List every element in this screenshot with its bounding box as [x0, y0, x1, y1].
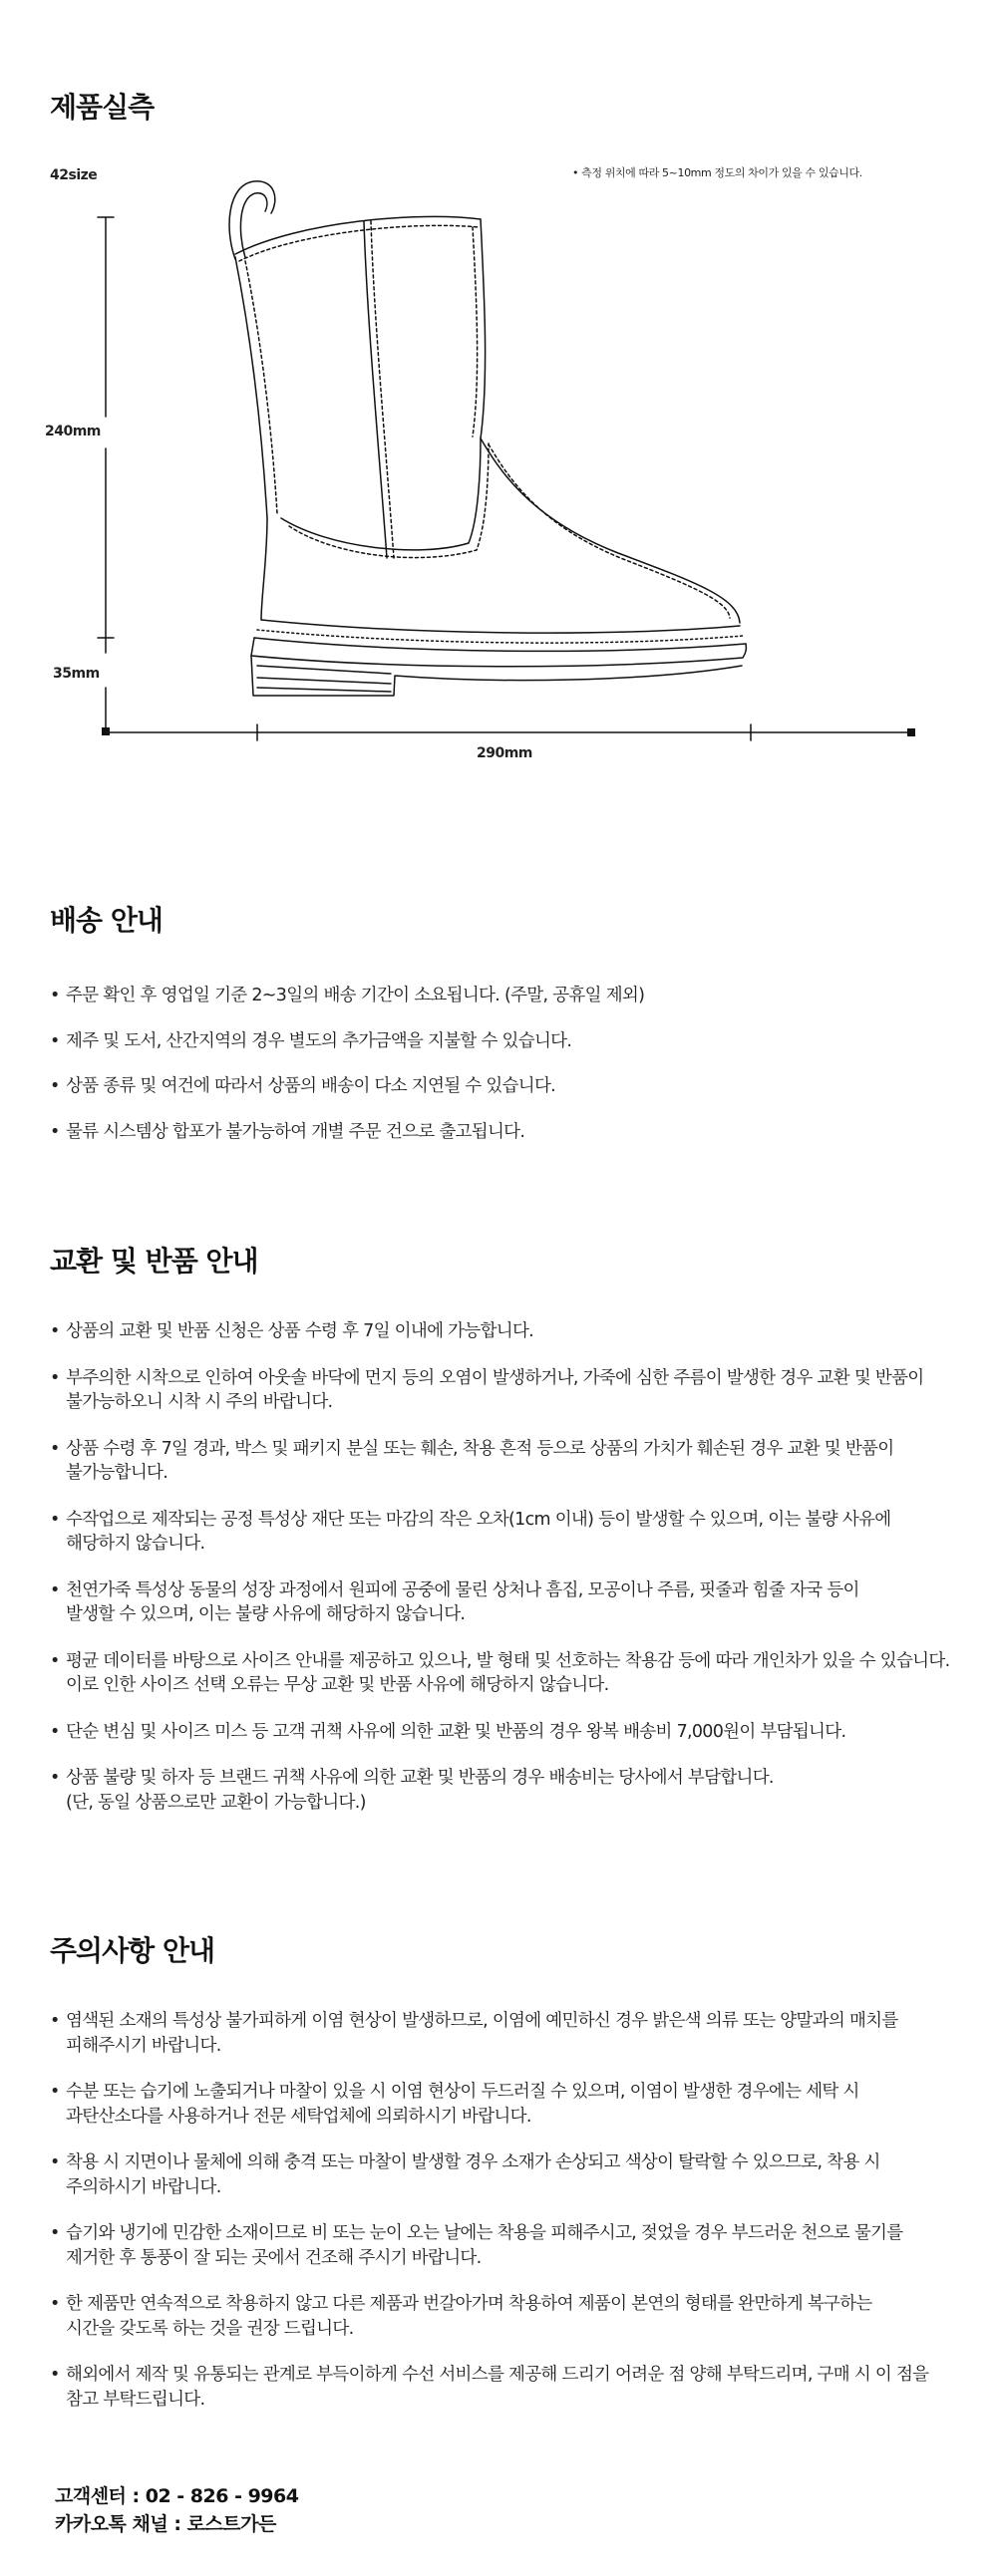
boot-illustration [0, 0, 997, 777]
list-item: • 상품 수령 후 7일 경과, 박스 및 패키지 분실 또는 훼손, 착용 흔적 등으로 상품의 가치가 훼손된 경우 교환 및 반품이 불가능합니다. [50, 1437, 967, 1486]
list-item: • 단순 변심 및 사이즈 미스 등 고객 귀책 사유에 의한 교환 및 반품의 경우 왕복 배송비 7,000원이 부담됩니다. [50, 1720, 967, 1745]
size-section-title: 제품실측 [50, 91, 155, 124]
customer-center-phone: 고객센터 : 02 - 826 - 9964 [55, 2485, 299, 2507]
size-label: 42size [50, 167, 98, 183]
list-item: • 천연가죽 특성상 동물의 성장 과정에서 원피에 공중에 물린 상처나 흠집, 모공이나 주름, 핏줄과 힘줄 자국 등이 발생할 수 있으며, 이는 불량 사유에 해당하지 않습니다. [50, 1578, 967, 1627]
length-label: 290mm [477, 745, 532, 761]
list-item: • 상품 불량 및 하자 등 브랜드 귀책 사유에 의한 교환 및 반품의 경우 배송비는 당사에서 부담합니다. (단, 동일 상품으로만 교환이 가능합니다.) [50, 1766, 967, 1815]
height-label: 240mm [45, 424, 101, 439]
list-item: • 수분 또는 습기에 노출되거나 마찰이 있을 시 이염 현상이 두드러질 수 있으며, 이염이 발생한 경우에는 세탁 시 과탄산소다를 사용하거나 전문 세탁업체에 의뢰하시기 바랍니다. [50, 2080, 967, 2129]
measurement-note: • 측정 위치에 따라 5~10mm 정도의 차이가 있을 수 있습니다. [572, 166, 862, 179]
list-item: • 수작업으로 제작되는 공정 특성상 재단 또는 마감의 작은 오차(1cm 이내) 등이 발생할 수 있으며, 이는 불량 사유에 해당하지 않습니다. [50, 1508, 967, 1557]
list-item: • 제주 및 도서, 산간지역의 경우 별도의 추가금액을 지불할 수 있습니다. [50, 1029, 967, 1054]
list-item: • 해외에서 제작 및 유통되는 관계로 부득이하게 수선 서비스를 제공해 드리기 어려운 점 양해 부탁드리며, 구매 시 이 점을 참고 부탁드립니다. [50, 2363, 967, 2412]
exchange-list [50, 1319, 967, 1815]
list-item: • 한 제품만 연속적으로 착용하지 않고 다른 제품과 번갈아가며 착용하여 제품이 본연의 형태를 완만하게 복구하는 시간을 갖도록 하는 것을 권장 드립니다. [50, 2292, 967, 2341]
vertical-dimension-line [98, 217, 114, 735]
list-item: • 평균 데이터를 바탕으로 사이즈 안내를 제공하고 있으나, 발 형태 및 선호하는 착용감 등에 따라 개인차가 있을 수 있습니다. 이로 인한 사이즈 선택 오류는 무상 교환 및 반품 사유에 해당하지 않습니다. [50, 1649, 967, 1698]
shipping-section-title: 배송 안내 [50, 904, 163, 937]
caution-section-title: 주의사항 안내 [50, 1934, 215, 1967]
list-item: • 주문 확인 후 영업일 기준 2~3일의 배송 기간이 소요됩니다. (주말, 공휴일 제외) [50, 984, 967, 1008]
list-item: • 착용 시 지면이나 물체에 의해 충격 또는 마찰이 발생할 경우 소재가 손상되고 색상이 탈락할 수 있으므로, 착용 시 주의하시기 바랍니다. [50, 2150, 967, 2199]
caution-list [50, 2009, 967, 2412]
list-item: • 상품 종류 및 여건에 따라서 상품의 배송이 다소 지연될 수 있습니다. [50, 1074, 967, 1099]
list-item: • 습기와 냉기에 민감한 소재이므로 비 또는 눈이 오는 날에는 착용을 피해주시고, 젖었을 경우 부드러운 천으로 물기를 제거한 후 통풍이 잘 되는 곳에서 건조해 주시기 바랍니다. [50, 2221, 967, 2270]
exchange-section-title: 교환 및 반품 안내 [50, 1245, 258, 1278]
list-item: • 상품의 교환 및 반품 신청은 상품 수령 후 7일 이내에 가능합니다. [50, 1319, 967, 1344]
heel-height-label: 35mm [53, 666, 100, 682]
list-item: • 염색된 소재의 특성상 불가피하게 이염 현상이 발생하므로, 이염에 예민하신 경우 밝은색 의류 또는 양말과의 매치를 피해주시기 바랍니다. [50, 2009, 967, 2058]
kakao-channel: 카카오톡 채널 : 로스트가든 [55, 2513, 276, 2535]
list-item: • 부주의한 시착으로 인하여 아웃솔 바닥에 먼지 등의 오염이 발생하거나, 가죽에 심한 주름이 발생한 경우 교환 및 반품이 불가능하오니 시착 시 주의 바랍니다. [50, 1366, 967, 1415]
list-item: • 물류 시스템상 합포가 불가능하여 개별 주문 건으로 출고됩니다. [50, 1120, 967, 1145]
shipping-list [50, 984, 967, 1144]
horizontal-dimension-line [110, 724, 915, 740]
